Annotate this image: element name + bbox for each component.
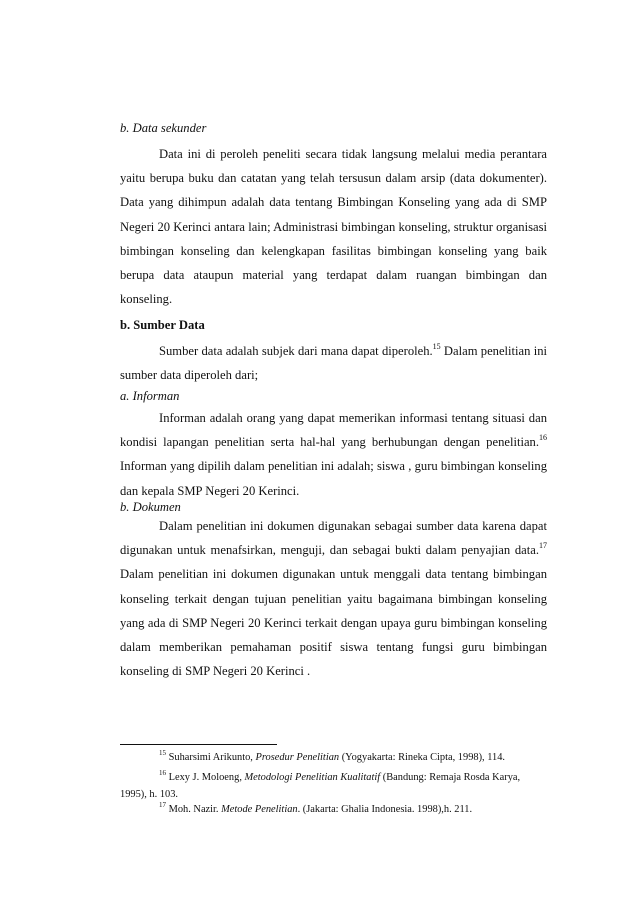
- paragraph-informan: [120, 406, 547, 503]
- footnote-details: (Bandung: Remaja Rosda Karya, 1995), h. 103.: [120, 772, 521, 800]
- paragraph-dokumen: [120, 514, 547, 683]
- footnote-details: (Yogyakarta: Rineka Cipta, 1998), 114.: [339, 752, 506, 763]
- footnote-separator: [120, 744, 277, 745]
- paragraph-data-sekunder: Data ini di peroleh peneliti secara tidak langsung melalui media perantara yaitu berupa buku dan catatan yang telah tersusun dalam arsip (data dokumenter). Data yang dihimpun adalah data tentang Bimbingan Konseling yang ada di SMP Negeri 20 Kerinci antara lain; Administrasi bimbingan konseling, struktur organisasi bimbingan konseling dan kelengkapan fasilitas bimbingan konseling yang baik berupa data ataupun material yang terdapat dalam ruangan bimbingan dan konseling.: [120, 147, 547, 307]
- footnote-number: 17: [159, 801, 166, 809]
- paragraph-sumber-data: [120, 339, 547, 387]
- footnote-number: 16: [159, 769, 166, 777]
- footnote-15: [120, 749, 547, 766]
- paragraph-text-start: Sumber data adalah subjek dari mana dapat diperoleh.: [159, 344, 433, 358]
- footnote-ref-16[interactable]: 16: [539, 433, 547, 443]
- footnote-number: 15: [159, 749, 166, 757]
- footnote-16: [120, 769, 547, 803]
- subheading-informan: a. Informan: [120, 389, 180, 403]
- footnote-title: Metode Penelitian: [221, 804, 298, 815]
- footnote-title: Metodologi Penelitian Kualitatif: [244, 772, 381, 783]
- paragraph-text-start: Dalam penelitian ini dokumen digunakan sebagai sumber data karena dapat digunakan untuk menafsirkan, menguji, dan sebagai bukti dalam penyajian data.: [120, 519, 547, 558]
- footnote-author: Suharsimi Arikunto,: [168, 752, 256, 763]
- section-heading-sumber-data: b. Sumber Data: [120, 318, 205, 332]
- subheading-dokumen: b. Dokumen: [120, 500, 181, 514]
- section-heading-data-sekunder: b. Data sekunder: [120, 121, 207, 135]
- footnote-author: Moh. Nazir.: [168, 804, 222, 815]
- footnote-17: [120, 801, 547, 818]
- footnote-title: Prosedur Penelitian: [255, 752, 340, 763]
- footnote-author: Lexy J. Moloeng,: [168, 772, 245, 783]
- footnote-details: . (Jakarta: Ghalia Indonesia. 1998),h. 211.: [297, 804, 473, 815]
- footnote-ref-15[interactable]: 15: [432, 342, 441, 351]
- paragraph-text-end: Dalam penelitian ini dokumen digunakan untuk menggali data tentang bimbingan konseling terkait dengan tujuan penelitian yaitu bagaimana bimbingan konseling yang ada di SMP Negeri 20 Kerinci terkait dengan upaya guru bimbingan konseling dalam memberikan pemahaman positif siswa tentang fungsi guru bimbingan konseling di SMP Negeri 20 Kerinci .: [120, 567, 547, 679]
- footnote-ref-17[interactable]: 17: [539, 541, 547, 551]
- paragraph-text-end: Informan yang dipilih dalam penelitian ini adalah; siswa , guru bimbingan konseling dan kepala SMP Negeri 20 Kerinci.: [120, 459, 547, 498]
- paragraph-text-end: Dalam penelitian ini sumber data diperoleh dari;: [120, 344, 548, 383]
- paragraph-text-start: Informan adalah orang yang dapat memerikan informasi tentang situasi dan kondisi lapangan penelitian serta hal-hal yang berhubungan dengan penelitian.: [120, 411, 547, 450]
